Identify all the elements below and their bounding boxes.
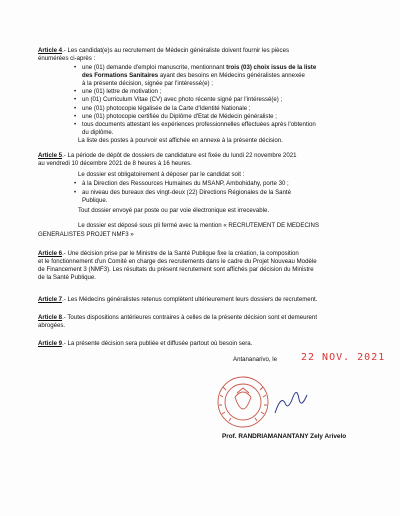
article-4-list-item: à la présente décision, signée par l'intéressé(e) ; [82,80,213,88]
article-6-label: Article 6 [38,250,63,257]
article-5-deposit: Le dossier est obligatoirement à déposer par le candidat soit : [78,171,245,178]
article-9-text: Article 9.- La présente décision sera publiée et diffusée partout où besoin sera. [38,340,253,347]
article-4-list-item: une (01) photocopie certifiée du Diplôme d'Etat de Médecin généraliste ; [82,112,277,120]
article-4-label: Article 4 [38,47,63,54]
article-5-bullet-2: au niveau des bureaux des vingt-deux (22) Directions Régionales de la Santé Publique. [82,189,292,205]
bullet: • [74,88,77,96]
article-5-label: Article 5 [38,152,63,159]
article-8-text: Article 8.- Toutes dispositions antérieures contraires à celles de la présente décision sont et demeurent abrogées. [38,314,318,330]
article-5-irrecevable: Tout dossier envoyé par poste ou par voie électronique est irrecevable. [78,207,270,214]
bullet: • [74,189,77,196]
article-4-list-item: un (01) Curriculum Vitae (CV) avec photo récente signé par l'intéressé(e) ; [82,96,283,104]
article-4-list-item: du diplôme. [82,128,114,136]
article-5-text: Article 5.- La période de dépôt de dossiers de candidature est fixée du lundi 22 novembre 2021 au vendredi 10 décembre 2021 de 8 heures à 16 heures. [38,152,297,168]
bullet: • [74,112,77,120]
signatory-name: Prof. RANDRIAMANANTANY Zely Arivelo [222,433,347,440]
article-8-label: Article 8 [38,314,63,321]
bullet: • [74,64,77,71]
article-9-label: Article 9 [38,340,63,347]
handwritten-signature [275,392,307,413]
article-7-text: Article 7.- Les Médecins généralistes retenus complètent ultérieurement leurs dossiers de recrutement. [38,296,318,303]
place-label: Antananarivo, le [233,356,278,363]
bullet: • [74,96,77,104]
bullet: • [74,180,77,187]
article-4-list-item: une (01) photocopie légalisée de la Carte d'Identité Nationale ; [82,104,251,112]
article-4-list-item: une (01) lettre de motivation ; [82,88,162,96]
handwritten-date: 22 NOV. 2021 [301,352,386,363]
article-5-mention: Le dossier est déposé sous pli fermé avec la mention « RECRUTEMENT DE MEDECINS [78,222,320,229]
article-4-intro: Article 4.- Les candidat(e)s au recrutement de Médecin généraliste doivent fournir les pièces énumérées ci-après : [38,47,290,63]
article-4-list-item: des Formations Sanitaires ayant des besoins en Médecins généralistes annexée [82,72,305,80]
article-4-list-item: une (01) demande d'emploi manuscrite, mentionnant trois (03) choix issus de la liste [82,64,317,71]
article-6-text: Article 6.- Une décision prise par le Ministre de la Santé Publique fixe la création, la composition et le fonctionnement d'un Comité en charge des recrutements dans le cadre du Projet Nouveau Modèle de Financement 3 (NMF3). Les résultats du présent recrutement sont affichés par décision du Ministre de la Santé Publique. [38,250,317,282]
bullet: • [74,104,77,112]
official-stamp [218,377,268,427]
article-4-list-item: tous documents attestant les expériences professionnelles effectuées après l'obtention [82,120,316,128]
article-4-closing: La liste des postes à pourvoir est affichée en annexe à la présente décision. [78,137,283,144]
bullet: • [74,120,77,128]
article-5-bullet-1: à la Direction des Ressources Humaines du MSANP, Ambohidahy, porte 30 ; [82,180,289,187]
article-7-label: Article 7 [38,296,63,303]
article-5-mention-end: GENERALISTES PROJET NMF3 » [38,231,134,238]
official-stamp-and-signature [215,375,325,430]
